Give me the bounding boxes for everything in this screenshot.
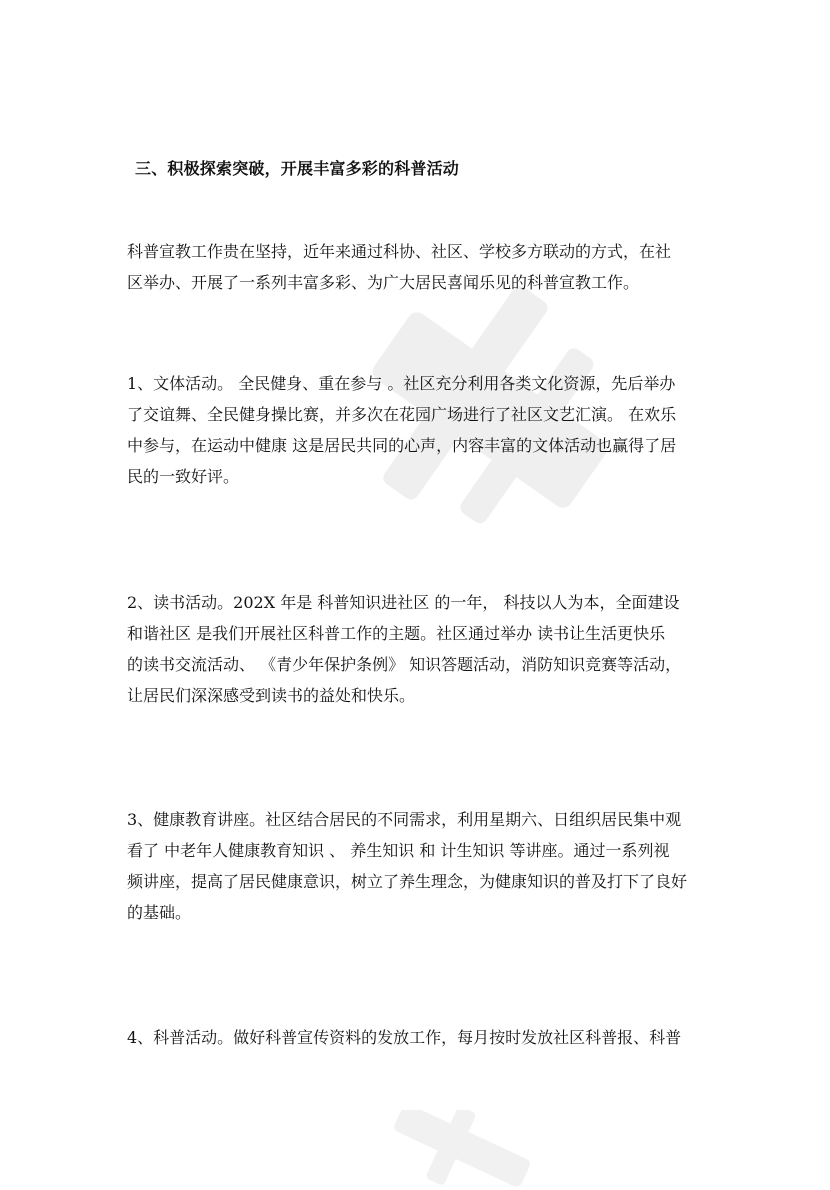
paragraph-science-activities [127, 1022, 707, 1053]
paragraph-line: 的读书交流活动、 《青少年保护条例》 知识答题活动，消防知识竞赛等活动， [127, 655, 682, 674]
paragraph-line: 4、科普活动。做好科普宣传资料的发放工作，每月按时发放社区科普报、科普 [127, 1028, 682, 1047]
paragraph-line: 频讲座，提高了居民健康意识，树立了养生理念，为健康知识的普及打下了良好 [127, 872, 688, 891]
paragraph-reading-activities [127, 587, 707, 711]
paragraph-line: 2、读书活动。202X 年是 科普知识进社区 的一年， 科技以人为本，全面建设 [127, 593, 680, 612]
paragraph-line: 和谐社区 是我们开展社区科普工作的主题。社区通过举办 读书让生活更快乐 [127, 624, 666, 643]
paragraph-line: 区举办、开展了一系列丰富多彩、为广大居民喜闻乐见的科普宣教工作。 [127, 273, 640, 292]
paragraph-line: 民的一致好评。 [127, 467, 240, 486]
paragraph-line: 1、文体活动。 全民健身、重在参与 。社区充分利用各类文化资源，先后举办 [127, 374, 676, 393]
watermark-fragment-icon [370, 1110, 550, 1190]
paragraph-line: 科普宣教工作贵在坚持，近年来通过科协、社区、学校多方联动的方式，在社 [127, 242, 672, 261]
paragraph-line: 让居民们深深感受到读书的益处和快乐。 [127, 686, 416, 705]
paragraph-line: 看了 中老年人健康教育知识 、 养生知识 和 计生知识 等讲座。通过一系列视 [127, 841, 670, 860]
paragraph-line: 中参与，在运动中健康 这是居民共同的心声，内容丰富的文体活动也赢得了居 [127, 436, 677, 455]
paragraph-line: 的基础。 [127, 903, 192, 922]
paragraph-health-lectures [127, 804, 707, 928]
paragraph-cultural-activities [127, 368, 707, 492]
paragraph-intro [127, 236, 707, 298]
paragraph-line: 3、健康教育讲座。社区结合居民的不同需求，利用星期六、日组织居民集中观 [127, 810, 682, 829]
paragraph-line: 了交谊舞、全民健身操比赛，并多次在花园广场进行了社区文艺汇演。 在欢乐 [127, 405, 677, 424]
section-heading: 三、积极探索突破，开展丰富多彩的科普活动 [135, 159, 460, 178]
